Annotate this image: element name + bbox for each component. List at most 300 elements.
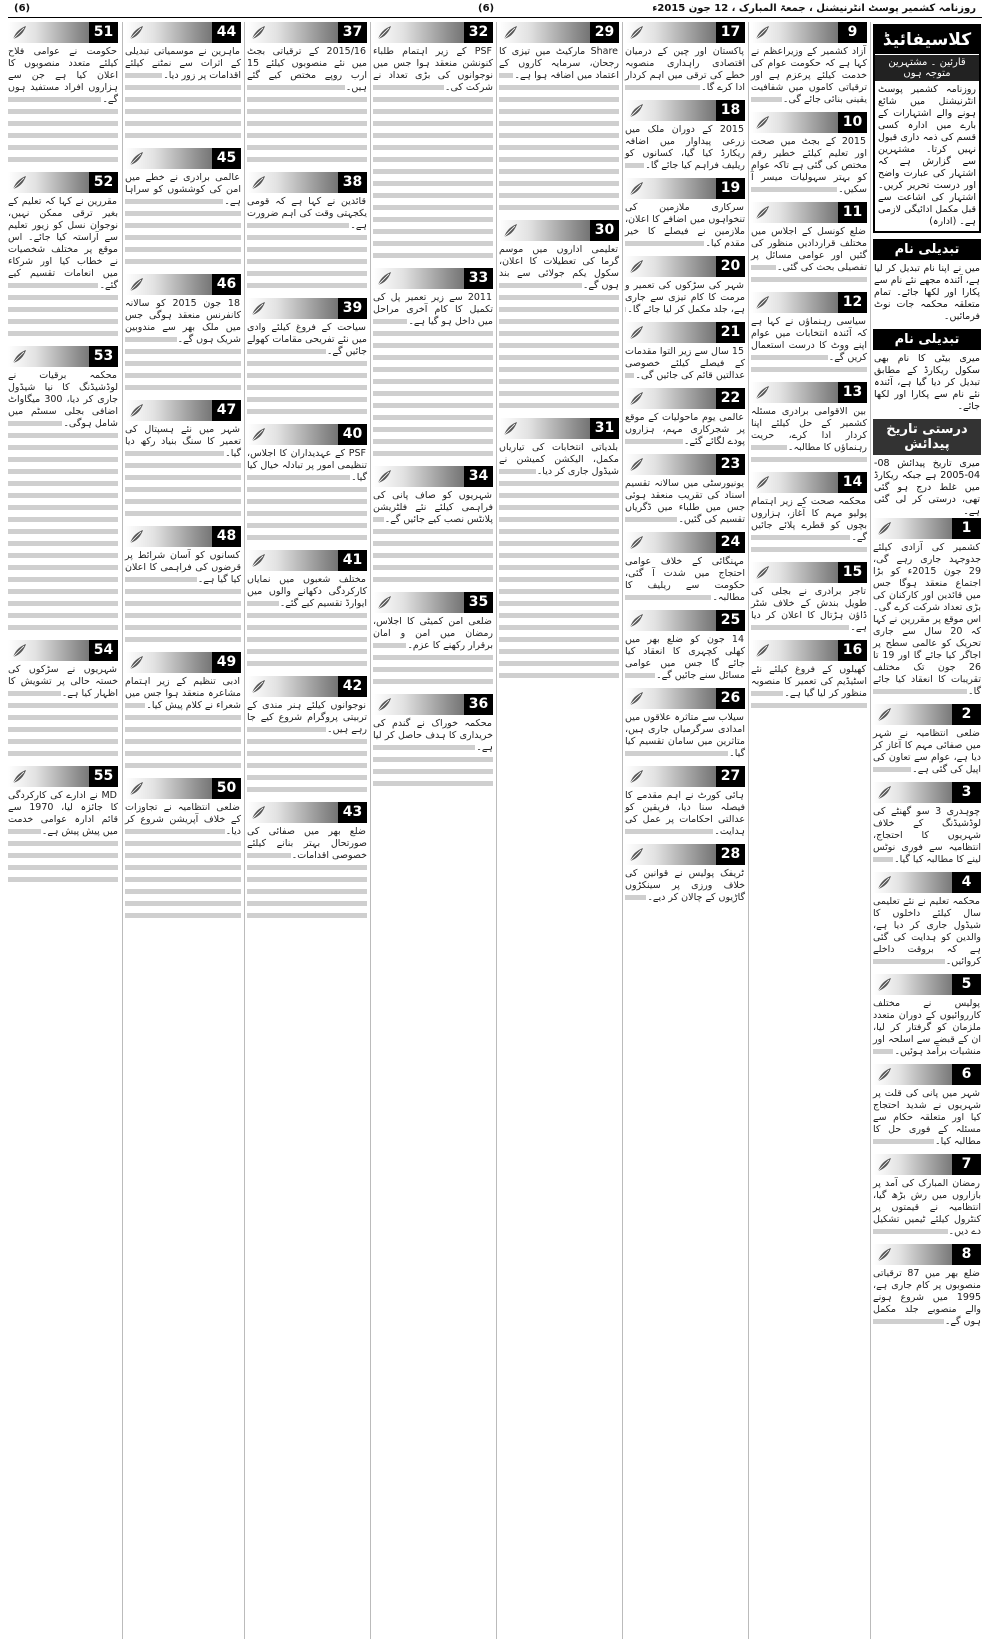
news-item-header — [751, 382, 867, 403]
news-item-body — [247, 322, 367, 418]
item-number-badge: 9 — [838, 22, 867, 43]
leaf-icon — [251, 25, 266, 40]
news-item-header — [373, 22, 493, 43]
news-item-text: مختلف شعبوں میں نمایاں کارکردگی دکھانے والوں میں ایوارڈ تقسیم کیے گئے۔ — [247, 574, 367, 609]
leaf-icon — [129, 151, 144, 166]
news-item-body — [751, 316, 867, 376]
section-name-change-1-body: میں نے اپنا نام تبدیل کر لیا ہے، آئندہ مجھے نئے نام سے پکارا اور لکھا جائے۔ تمام متعلقہ محکمہ جات نوٹ فرمائیں۔ — [874, 263, 980, 322]
leaf-icon — [129, 25, 144, 40]
news-item — [625, 766, 745, 838]
news-item-header — [873, 1154, 981, 1175]
news-item-text: 2011 سے زیر تعمیر پل کی تکمیل کا کام آخری مراحل میں داخل ہو گیا ہے۔ — [373, 292, 493, 327]
news-item-body — [873, 806, 981, 866]
news-item-header — [8, 766, 118, 787]
news-item-header — [873, 518, 981, 539]
item-number-badge: 27 — [716, 766, 745, 787]
news-item-header — [625, 688, 745, 709]
news-item-text: قائدین نے کہا ہے کہ قومی یکجہتی وقت کی اہم ضرورت ہے۔ — [247, 196, 367, 231]
news-item — [373, 694, 493, 790]
news-item-text: کسانوں کو آسان شرائط پر قرضوں کی فراہمی کا اعلان کیا گیا ہے۔ — [125, 550, 241, 585]
news-item — [499, 418, 619, 682]
classified-notice: روزنامہ کشمیر پوسٹ انٹرنیشنل میں شائع ہونے والے اشتہارات کے بارے میں ادارہ کسی قسم کی ذمہ داری قبول نہیں کرتا۔ مشتہرین سے گزارش ہے کہ اشتہار کی عبارت واضح اور درست تحریر کریں۔ اشتہار کی اشاعت سے قبل مکمل ادائیگی لازمی ہے۔ (ادارہ) — [878, 84, 976, 227]
news-item-text: شہر کی سڑکوں کی تعمیر و مرمت کا کام تیزی سے جاری ہے، جلد مکمل کر لیا جائے گا۔ — [625, 280, 745, 315]
leaf-icon — [12, 769, 27, 784]
item-number-badge: 13 — [838, 382, 867, 403]
news-item-text: PSF کے زیر اہتمام طلباء کنونشن منعقد ہوا جس میں نوجوانوں کی بڑی تعداد نے شرکت کی۔ — [373, 46, 493, 93]
leaf-icon — [12, 175, 27, 190]
item-number-badge: 4 — [952, 872, 981, 893]
news-item-body — [625, 712, 745, 760]
news-item — [125, 526, 241, 646]
leaf-icon — [129, 655, 144, 670]
news-item-header — [625, 454, 745, 475]
item-number-badge: 16 — [838, 640, 867, 661]
news-item-header — [625, 178, 745, 199]
leaf-icon — [877, 1247, 892, 1262]
item-number-badge: 11 — [838, 202, 867, 223]
page-number: (6) — [478, 3, 495, 14]
news-item-header — [499, 220, 619, 241]
news-item-header — [373, 268, 493, 289]
news-item-header — [8, 640, 118, 661]
leaf-icon — [377, 697, 392, 712]
item-number-badge: 23 — [716, 454, 745, 475]
news-item-text: سیاحت کے فروغ کیلئے وادی میں نئے تفریحی مقامات کھولے جائیں گے۔ — [247, 322, 367, 357]
leaf-icon — [877, 521, 892, 536]
news-item-header — [873, 872, 981, 893]
leaf-icon — [755, 115, 770, 130]
item-number-badge: 20 — [716, 256, 745, 277]
news-item-body — [751, 496, 867, 556]
news-item-text: MD نے ادارے کی کارکردگی کا جائزہ لیا، 1970 سے قائم ادارہ عوامی خدمت میں پیش پیش ہے۔ — [8, 790, 119, 837]
news-item-text: تاجر برادری نے بجلی کی طویل بندش کے خلاف شٹر ڈاؤن ہڑتال کا اعلان کر دیا ہے۔ — [751, 586, 867, 633]
news-item-header — [625, 100, 745, 121]
news-item-text: PSF کے عہدیداران کا اجلاس، تنظیمی امور پر تبادلہ خیال کیا گیا۔ — [247, 448, 367, 483]
leaf-icon — [129, 781, 144, 796]
leaf-icon — [629, 847, 644, 862]
news-item-text: مقررین نے کہا کہ تعلیم کے بغیر ترقی ممکن نہیں، نوجوان نسل کو زیور تعلیم سے آراستہ کیا جائے۔ اس موقع پر مختلف شخصیات نے خطاب کیا اور شرکاء میں انعامات تقسیم کیے گئے۔ — [8, 196, 118, 291]
news-item — [247, 802, 367, 922]
news-item-text: پولیس نے مختلف کارروائیوں کے دوران متعدد ملزمان کو گرفتار کر لیا، ان کے قبضے سے اسلحہ اور منشیات برآمد ہوئیں۔ — [873, 998, 981, 1057]
item-number-badge: 48 — [212, 526, 241, 547]
news-item-header — [873, 704, 981, 725]
news-item-header — [373, 694, 493, 715]
item-number-badge: 53 — [89, 346, 118, 367]
news-item-body — [751, 136, 867, 196]
news-item — [751, 382, 867, 466]
leaf-icon — [877, 1157, 892, 1172]
news-item-body — [873, 728, 981, 776]
news-item-header — [247, 172, 367, 193]
column-8 — [6, 22, 120, 1639]
item-number-badge: 12 — [838, 292, 867, 313]
news-item-body — [125, 298, 241, 394]
item-number-badge: 2 — [952, 704, 981, 725]
news-item-text: آزاد کشمیر کے وزیراعظم نے کہا ہے کہ حکومت عوام کی خدمت کیلئے پرعزم ہے اور ترقیاتی کاموں میں شفافیت یقینی بنائی جائے گی۔ — [751, 46, 867, 105]
item-number-badge: 29 — [590, 22, 619, 43]
leaf-icon — [251, 301, 266, 316]
news-item-body — [751, 664, 867, 712]
news-item-header — [751, 562, 867, 583]
news-item-body — [625, 280, 745, 316]
news-item-body — [751, 406, 867, 466]
news-item-body — [499, 442, 619, 682]
item-number-badge: 39 — [338, 298, 367, 319]
news-item-header — [625, 610, 745, 631]
leaf-icon — [503, 223, 518, 238]
news-item-header — [8, 346, 118, 367]
item-number-badge: 6 — [952, 1064, 981, 1085]
news-item-text: 15 سال سے زیر التوا مقدمات کے فیصلے کیلئے خصوصی عدالتیں قائم کی جائیں گی۔ — [625, 346, 745, 381]
news-item-text: 2015/16 کے ترقیاتی بجٹ میں نئے منصوبوں کیلئے 15 ارب روپے مختص کیے گئے ہیں۔ — [247, 46, 367, 93]
news-item-body — [625, 412, 745, 448]
news-item-text: رمضان المبارک کی آمد پر بازاروں میں رش بڑھ گیا، انتظامیہ نے قیمتوں پر کنٹرول کیلئے ٹیمیں تشکیل دے دیں۔ — [873, 1178, 981, 1237]
news-item-body — [625, 868, 745, 904]
leaf-icon — [877, 785, 892, 800]
news-item-text: مہنگائی کے خلاف عوامی احتجاج میں شدت آ گئی، حکومت سے ریلیف کا مطالبہ۔ — [625, 556, 745, 603]
leaf-icon — [629, 259, 644, 274]
news-item-body — [125, 550, 241, 646]
news-item — [8, 766, 118, 886]
news-item — [625, 454, 745, 526]
news-item-text: ٹریفک پولیس نے قوانین کی خلاف ورزی پر سینکڑوں گاڑیوں کے چالان کر دیے۔ — [625, 868, 745, 903]
news-item — [247, 550, 367, 670]
news-item — [373, 268, 493, 460]
item-number-badge: 55 — [89, 766, 118, 787]
news-item-text: نوجوانوں کیلئے ہنر مندی کے تربیتی پروگرام شروع کیے جا رہے ہیں۔ — [247, 700, 367, 735]
news-item-text: ضلعی انتظامیہ نے شہر میں صفائی مہم کا آغاز کر دیا ہے، عوام سے تعاون کی اپیل کی گئی ہے۔ — [873, 728, 981, 775]
news-item-header — [499, 22, 619, 43]
news-item-header — [373, 466, 493, 487]
news-item — [873, 704, 981, 776]
news-item-text: محکمہ صحت کے زیر اہتمام پولیو مہم کا آغاز، ہزاروں بچوں کو قطرے پلائے جائیں گے۔ — [751, 496, 867, 543]
news-item-text: ہائی کورٹ نے اہم مقدمے کا فیصلہ سنا دیا، فریقین کو عدالتی احکامات پر عمل کی ہدایت۔ — [625, 790, 745, 837]
news-item-header — [125, 22, 241, 43]
news-item-header — [247, 298, 367, 319]
news-item-body — [247, 574, 367, 670]
news-item-text: شہر میں پانی کی قلت پر شہریوں نے شدید احتجاج کیا اور متعلقہ حکام سے مسئلہ کے فوری حل کا مطالبہ کیا۔ — [873, 1088, 981, 1147]
news-item-body — [247, 46, 367, 166]
news-item — [125, 148, 241, 268]
classified-title: کلاسیفائیڈ — [875, 26, 979, 54]
news-item — [625, 388, 745, 448]
news-item — [625, 610, 745, 682]
news-item-body — [625, 346, 745, 382]
leaf-icon — [377, 271, 392, 286]
news-item — [873, 518, 981, 698]
news-item-body — [125, 424, 241, 520]
news-item — [751, 640, 867, 712]
news-item-text: 14 جون کو ضلع بھر میں کھلی کچہری کا انعقاد کیا جائے گا جس میں عوامی مسائل سنے جائیں گے۔ — [625, 634, 745, 681]
news-item-header — [873, 1064, 981, 1085]
news-item — [247, 172, 367, 292]
item-number-badge: 41 — [338, 550, 367, 571]
news-item-header — [247, 802, 367, 823]
leaf-icon — [129, 529, 144, 544]
news-item-body — [247, 196, 367, 292]
leaf-icon — [755, 385, 770, 400]
news-item — [751, 22, 867, 106]
news-item-body — [125, 46, 241, 142]
news-item-header — [373, 592, 493, 613]
news-item-header — [625, 844, 745, 865]
leaf-icon — [503, 25, 518, 40]
leaf-icon — [629, 691, 644, 706]
news-item-body — [373, 616, 493, 688]
item-number-badge: 52 — [89, 172, 118, 193]
column-7 — [122, 22, 243, 1639]
item-number-badge: 36 — [464, 694, 493, 715]
item-number-badge: 21 — [716, 322, 745, 343]
item-number-badge: 33 — [464, 268, 493, 289]
news-item — [499, 22, 619, 214]
leaf-icon — [629, 535, 644, 550]
news-item — [751, 292, 867, 376]
news-item — [625, 322, 745, 382]
news-item-text: شہریوں کو صاف پانی کی فراہمی کیلئے نئے فلٹریشن پلانٹس نصب کیے جائیں گے۔ — [373, 490, 493, 525]
news-item-body — [751, 46, 867, 106]
news-item-header — [247, 424, 367, 445]
news-item-header — [8, 172, 118, 193]
section-dob-correction-body: میری تاریخ پیدائش 08-04-2005 ہے جبکہ ریکارڈ میں غلط درج ہو گئی تھی، درستی کر لی گئی ہے۔ — [874, 458, 980, 517]
news-item-body — [8, 196, 118, 340]
news-item — [625, 844, 745, 904]
news-item-text: ادبی تنظیم کے زیر اہتمام مشاعرہ منعقد ہوا جس میں شعراء نے کلام پیش کیا۔ — [125, 676, 241, 711]
news-item-text: بین الاقوامی برادری مسئلہ کشمیر کے حل کیلئے اپنا کردار ادا کرے، حریت رہنماؤں کا مطالبہ۔ — [751, 406, 867, 453]
news-item — [125, 652, 241, 772]
item-number-badge: 7 — [952, 1154, 981, 1175]
news-item-header — [625, 256, 745, 277]
item-number-badge: 44 — [212, 22, 241, 43]
news-item-body — [247, 448, 367, 544]
item-number-badge: 26 — [716, 688, 745, 709]
news-item-header — [499, 418, 619, 439]
news-item — [751, 202, 867, 286]
leaf-icon — [629, 25, 644, 40]
news-item-header — [751, 640, 867, 661]
news-item-header — [751, 472, 867, 493]
news-item-header — [125, 148, 241, 169]
item-number-badge: 45 — [212, 148, 241, 169]
news-item — [873, 872, 981, 968]
news-item — [625, 22, 745, 94]
news-item-header — [751, 112, 867, 133]
news-item-text: سرکاری ملازمین کی تنخواہوں میں اضافے کا اعلان، ملازمین نے فیصلے کا خیر مقدم کیا۔ — [625, 202, 745, 249]
news-item-body — [625, 790, 745, 838]
leaf-icon — [629, 391, 644, 406]
news-item — [8, 172, 118, 340]
news-item-body — [625, 556, 745, 604]
leaf-icon — [877, 977, 892, 992]
news-item-header — [125, 400, 241, 421]
news-item — [125, 274, 241, 394]
news-item — [8, 346, 118, 634]
news-item — [247, 22, 367, 166]
leaf-icon — [629, 769, 644, 784]
news-item-header — [247, 22, 367, 43]
leaf-icon — [755, 25, 770, 40]
leaf-icon — [629, 325, 644, 340]
news-item-text: 2015 کے دوران ملک میں زرعی پیداوار میں اضافہ ریکارڈ کیا گیا، کسانوں کو ریلیف فراہم کیا جائے گا۔ — [625, 124, 745, 171]
item-number-badge: 19 — [716, 178, 745, 199]
news-item-header — [125, 274, 241, 295]
news-item-text: محکمہ تعلیم نے نئے تعلیمی سال کیلئے داخلوں کا شیڈول جاری کر دیا ہے، والدین کو ہدایت کی گئی ہے کہ بروقت داخلے کروائیں۔ — [873, 896, 981, 967]
news-item — [751, 562, 867, 634]
news-item-body — [8, 370, 118, 634]
news-item-body — [499, 46, 619, 214]
leaf-icon — [251, 175, 266, 190]
item-number-badge: 15 — [838, 562, 867, 583]
news-item-header — [247, 550, 367, 571]
news-item — [125, 778, 241, 922]
news-item-body — [247, 826, 367, 922]
news-item-text: حکومت نے عوامی فلاح کیلئے متعدد منصوبوں کا اعلان کیا ہے جن سے ہزاروں افراد مستفید ہوں گے۔ — [8, 46, 118, 105]
item-number-badge: 42 — [338, 676, 367, 697]
news-item-text: 2015 کے بجٹ میں صحت اور تعلیم کیلئے خطیر رقم مختص کی گئی ہے تاکہ عوام کو بہتر سہولیات میسر آ سکیں۔ — [751, 136, 867, 195]
column-5 — [370, 22, 495, 1639]
leaf-icon — [129, 277, 144, 292]
leaf-icon — [755, 565, 770, 580]
news-item-header — [247, 676, 367, 697]
item-number-badge: 5 — [952, 974, 981, 995]
leaf-icon — [755, 643, 770, 658]
news-item-body — [873, 998, 981, 1058]
item-number-badge: 10 — [838, 112, 867, 133]
news-item — [751, 472, 867, 556]
news-item-body — [8, 790, 118, 886]
news-item-body — [625, 46, 745, 94]
news-item-text: محکمہ برقیات نے لوڈشیڈنگ کا نیا شیڈول جاری کر دیا، 300 میگاواٹ اضافی بجلی سسٹم میں شامل ہوگی۔ — [8, 370, 119, 429]
news-item-text: 18 جون 2015 کو سالانہ کانفرنس منعقد ہوگی جس میں ملک بھر سے مندوبین شریک ہوں گے۔ — [125, 298, 241, 345]
section-dob-correction: درستی تاریخ پیدائش — [873, 419, 981, 455]
news-item-body — [499, 244, 619, 412]
classified-subtitle: قارئین ۔ مشتہرین متوجہ ہوں — [875, 54, 979, 81]
item-number-badge: 40 — [338, 424, 367, 445]
item-number-badge: 8 — [952, 1244, 981, 1265]
news-item-header — [873, 782, 981, 803]
leaf-icon — [12, 349, 27, 364]
newspaper-title: روزنامہ کشمیر پوسٹ انٹرنیشنل ، جمعۃ المبارک ، 12 جون 2015ء — [652, 3, 976, 14]
news-item-text: تعلیمی اداروں میں موسم گرما کی تعطیلات کا اعلان، سکول یکم جولائی سے بند ہوں گے۔ — [499, 244, 619, 291]
item-number-badge: 35 — [464, 592, 493, 613]
news-item-header — [625, 532, 745, 553]
news-item — [247, 298, 367, 418]
item-number-badge: 38 — [338, 172, 367, 193]
news-item — [247, 424, 367, 544]
item-number-badge: 17 — [716, 22, 745, 43]
item-number-badge: 3 — [952, 782, 981, 803]
item-number-badge: 14 — [838, 472, 867, 493]
item-number-badge: 18 — [716, 100, 745, 121]
masthead — [8, 3, 982, 18]
leaf-icon — [629, 181, 644, 196]
leaf-icon — [12, 25, 27, 40]
news-item-body — [125, 172, 241, 268]
news-item-header — [751, 292, 867, 313]
news-item-body — [247, 700, 367, 796]
news-item — [373, 22, 493, 262]
leaf-icon — [12, 643, 27, 658]
item-number-badge: 28 — [716, 844, 745, 865]
item-number-badge: 32 — [464, 22, 493, 43]
news-item-body — [873, 1088, 981, 1148]
leaf-icon — [251, 679, 266, 694]
classified-box — [873, 24, 981, 233]
news-item-text: ضلع بھر میں صفائی کی صورتحال بہتر بنانے کیلئے خصوصی اقدامات۔ — [247, 826, 367, 861]
news-item-header — [8, 22, 118, 43]
news-item-text: عالمی یوم ماحولیات کے موقع پر شجرکاری مہم، ہزاروں پودے لگائے گئے۔ — [625, 412, 745, 447]
news-item-header — [625, 766, 745, 787]
news-item — [125, 400, 241, 520]
news-item-header — [125, 778, 241, 799]
news-item-body — [625, 478, 745, 526]
leaf-icon — [755, 475, 770, 490]
item-number-badge: 1 — [952, 518, 981, 539]
item-number-badge: 34 — [464, 466, 493, 487]
leaf-icon — [755, 205, 770, 220]
news-item — [625, 100, 745, 172]
news-item-header — [625, 22, 745, 43]
news-item-text: سیلاب سے متاثرہ علاقوں میں امدادی سرگرمیاں جاری ہیں، متاثرین میں سامان تقسیم کیا گیا۔ — [625, 712, 745, 759]
item-number-badge: 24 — [716, 532, 745, 553]
news-item-header — [751, 22, 867, 43]
item-number-badge: 22 — [716, 388, 745, 409]
leaf-icon — [877, 1067, 892, 1082]
news-item-text: ماہرین نے موسمیاتی تبدیلی کے اثرات سے نمٹنے کیلئے اقدامات پر زور دیا۔ — [125, 46, 241, 81]
column-1 — [870, 22, 983, 1639]
news-item-text: محکمہ خوراک نے گندم کی خریداری کا ہدف حاصل کر لیا ہے۔ — [373, 718, 493, 753]
news-item-body — [625, 634, 745, 682]
leaf-icon — [129, 403, 144, 418]
section-name-change-2-body: میری بیٹی کا نام بھی سکول ریکارڈ کے مطابق تبدیل کر دیا گیا ہے، آئندہ نئے نام سے پکارا اور لکھا جائے۔ — [874, 353, 980, 412]
news-item-body — [373, 292, 493, 460]
section-name-change-2: تبدیلی نام — [873, 329, 981, 350]
news-item-body — [873, 1178, 981, 1238]
news-item-text: یونیورسٹی میں سالانہ تقسیم اسناد کی تقریب منعقد ہوئی جس میں طلباء میں ڈگریاں تقسیم کی گئیں۔ — [625, 478, 745, 525]
leaf-icon — [503, 421, 518, 436]
news-item — [751, 112, 867, 196]
news-item-body — [873, 542, 981, 698]
news-item — [247, 676, 367, 796]
news-item-header — [625, 322, 745, 343]
leaf-icon — [377, 469, 392, 484]
news-item-text: کشمیر کی آزادی کیلئے جدوجہد جاری رہے گی، 29 جون 2015ء کو بڑا اجتماع منعقد ہوگا جس میں قائدین اور کارکنان کی بڑی تعداد شرکت کرے گی۔ اس موقع پر مقررین نے کہا کہ 20 سال سے جاری تحریک کو عالمی سطح پر اجاگر کیا جائے گا اور 19 تا 26 جون تک مختلف تقریبات کا انعقاد کیا جائے گا۔ — [873, 542, 982, 697]
news-item-header — [873, 1244, 981, 1265]
news-item-header — [125, 526, 241, 547]
news-item-text: ضلع کونسل کے اجلاس میں مختلف قراردادیں منظور کی گئیں اور عوامی مسائل پر تفصیلی بحث کی گئی۔ — [751, 226, 867, 273]
news-item-text: چوہدری 3 سو گھنٹے کی لوڈشیڈنگ کے خلاف شہریوں کا احتجاج، انتظامیہ سے فوری نوٹس لینے کا مطالبہ کیا گیا۔ — [873, 806, 981, 865]
news-item — [373, 466, 493, 586]
news-item — [499, 220, 619, 412]
leaf-icon — [629, 457, 644, 472]
news-item-text: کھیلوں کے فروغ کیلئے نئے اسٹیڈیم کی تعمیر کا منصوبہ منظور کر لیا گیا ہے۔ — [751, 664, 867, 699]
item-number-badge: 49 — [212, 652, 241, 673]
news-item-text: بلدیاتی انتخابات کی تیاریاں مکمل، الیکشن کمیشن نے شیڈول جاری کر دیا۔ — [499, 442, 619, 477]
news-item — [373, 592, 493, 688]
item-number-badge: 46 — [212, 274, 241, 295]
news-item-header — [125, 652, 241, 673]
news-item — [8, 22, 118, 166]
item-number-badge: 54 — [89, 640, 118, 661]
leaf-icon — [877, 707, 892, 722]
item-number-badge: 51 — [89, 22, 118, 43]
news-item — [873, 1064, 981, 1148]
news-item — [873, 1154, 981, 1238]
leaf-icon — [251, 553, 266, 568]
news-item — [625, 688, 745, 760]
news-item-header — [625, 388, 745, 409]
news-item-text: ضلع بھر میں 87 ترقیاتی منصوبوں پر کام جاری ہے، 1995 میں شروع ہونے والے منصوبے جلد مکمل ہوں گے۔ — [873, 1268, 981, 1327]
